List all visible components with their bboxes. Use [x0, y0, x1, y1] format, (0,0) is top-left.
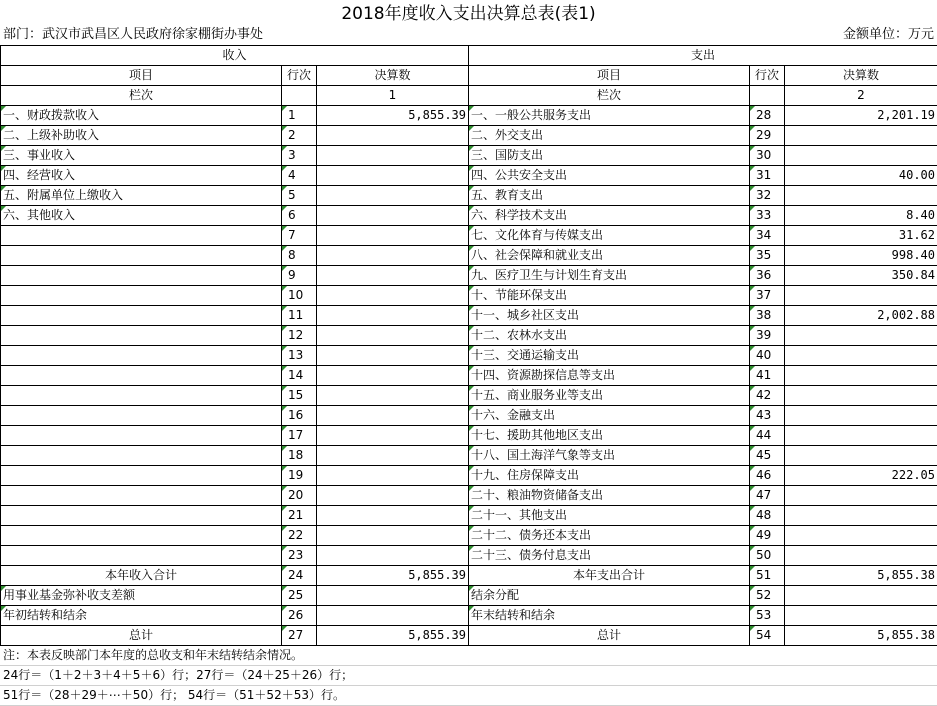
income-amount-cell: 5,855.39 — [317, 106, 469, 126]
expense-section-header: 支出 — [469, 46, 937, 66]
table-row — [1, 206, 937, 226]
expense-amount-cell — [785, 326, 937, 346]
income-amount-cell — [317, 166, 469, 186]
expense-line-no-cell: 38 — [750, 306, 785, 326]
income-line-no-header: 行次 — [282, 66, 317, 86]
total-row — [1, 566, 937, 586]
income-item-cell — [1, 326, 282, 346]
expense-amount-cell — [785, 446, 937, 466]
income-line-no-cell: 4 — [282, 166, 317, 186]
report-title: 2018年度收入支出决算总表(表1) — [0, 0, 937, 25]
expense-amount-cell: 222.05 — [785, 466, 937, 486]
income-amount-cell — [317, 246, 469, 266]
expense-amount-cell: 8.40 — [785, 206, 937, 226]
income-column-no-label: 栏次 — [1, 86, 282, 106]
table-row — [1, 226, 937, 246]
expense-item-cell: 十、节能环保支出 — [469, 286, 750, 306]
income-amount-cell — [317, 266, 469, 286]
expense-total-label: 结余分配 — [469, 586, 750, 606]
expense-line-no-cell: 34 — [750, 226, 785, 246]
expense-item-cell: 十三、交通运输支出 — [469, 346, 750, 366]
income-amount-cell — [317, 146, 469, 166]
expense-item-cell: 十八、国土海洋气象等支出 — [469, 446, 750, 466]
expense-line-no-cell: 33 — [750, 206, 785, 226]
income-line-no-cell: 3 — [282, 146, 317, 166]
income-item-cell — [1, 426, 282, 446]
income-column-no-blank — [282, 86, 317, 106]
expense-line-no-cell: 30 — [750, 146, 785, 166]
expense-line-no-cell: 31 — [750, 166, 785, 186]
note-line: 51行＝（28＋29＋⋯＋50）行； 54行＝（51＋52＋53）行。 — [0, 686, 937, 706]
expense-line-no-cell: 41 — [750, 366, 785, 386]
income-item-cell — [1, 546, 282, 566]
income-amount-cell — [317, 406, 469, 426]
expense-item-cell: 十四、资源勘探信息等支出 — [469, 366, 750, 386]
expense-item-cell: 二十一、其他支出 — [469, 506, 750, 526]
unit-label: 金额单位：万元 — [843, 25, 934, 45]
expense-total-label: 年末结转和结余 — [469, 606, 750, 626]
total-row — [1, 626, 937, 646]
expense-item-cell: 十二、农林水支出 — [469, 326, 750, 346]
budget-table — [0, 45, 937, 646]
income-total-line-no: 26 — [282, 606, 317, 626]
expense-line-no-cell: 50 — [750, 546, 785, 566]
column-header-row — [1, 66, 937, 86]
income-item-cell — [1, 486, 282, 506]
table-row — [1, 146, 937, 166]
expense-item-cell: 二十、粮油物资储备支出 — [469, 486, 750, 506]
expense-item-cell: 十六、金融支出 — [469, 406, 750, 426]
table-notes — [0, 645, 937, 706]
expense-line-no-cell: 35 — [750, 246, 785, 266]
expense-total-amount: 5,855.38 — [785, 566, 937, 586]
table-row — [1, 166, 937, 186]
income-line-no-cell: 21 — [282, 506, 317, 526]
income-item-cell — [1, 386, 282, 406]
table-row — [1, 266, 937, 286]
income-line-no-cell: 2 — [282, 126, 317, 146]
table-row — [1, 546, 937, 566]
expense-total-label: 本年支出合计 — [469, 566, 750, 586]
income-line-no-cell: 13 — [282, 346, 317, 366]
income-line-no-cell: 22 — [282, 526, 317, 546]
income-line-no-cell: 9 — [282, 266, 317, 286]
income-amount-cell — [317, 446, 469, 466]
expense-total-label: 总计 — [469, 626, 750, 646]
expense-amount-cell — [785, 346, 937, 366]
expense-line-no-cell: 29 — [750, 126, 785, 146]
expense-amount-cell — [785, 486, 937, 506]
expense-line-no-cell: 40 — [750, 346, 785, 366]
income-amount-cell — [317, 486, 469, 506]
income-line-no-cell: 15 — [282, 386, 317, 406]
expense-amount-cell — [785, 366, 937, 386]
expense-amount-cell — [785, 186, 937, 206]
column-number-row — [1, 86, 937, 106]
expense-item-cell: 二十二、债务还本支出 — [469, 526, 750, 546]
note-line: 24行＝（1＋2＋3＋4＋5＋6）行；27行＝（24＋25＋26）行； — [0, 666, 937, 686]
income-line-no-cell: 10 — [282, 286, 317, 306]
expense-line-no-cell: 42 — [750, 386, 785, 406]
table-row — [1, 106, 937, 126]
expense-column-no-value: 2 — [785, 86, 937, 106]
expense-line-no-cell: 28 — [750, 106, 785, 126]
expense-total-amount — [785, 586, 937, 606]
table-row — [1, 186, 937, 206]
expense-amount-cell: 31.62 — [785, 226, 937, 246]
table-row — [1, 526, 937, 546]
expense-column-no-blank — [750, 86, 785, 106]
expense-amount-cell — [785, 426, 937, 446]
income-line-no-cell: 14 — [282, 366, 317, 386]
expense-column-no-label: 栏次 — [469, 86, 750, 106]
expense-line-no-header: 行次 — [750, 66, 785, 86]
income-amount-cell — [317, 186, 469, 206]
income-item-cell — [1, 306, 282, 326]
income-total-label: 年初结转和结余 — [1, 606, 282, 626]
income-amount-cell — [317, 286, 469, 306]
income-item-cell: 二、上级补助收入 — [1, 126, 282, 146]
income-line-no-cell: 8 — [282, 246, 317, 266]
income-amount-cell — [317, 226, 469, 246]
income-item-cell: 六、其他收入 — [1, 206, 282, 226]
income-line-no-cell: 18 — [282, 446, 317, 466]
expense-amount-cell — [785, 546, 937, 566]
income-total-label: 用事业基金弥补收支差额 — [1, 586, 282, 606]
income-amount-header: 决算数 — [317, 66, 469, 86]
expense-line-no-cell: 49 — [750, 526, 785, 546]
expense-item-cell: 三、国防支出 — [469, 146, 750, 166]
table-row — [1, 306, 937, 326]
expense-total-amount: 5,855.38 — [785, 626, 937, 646]
income-total-amount: 5,855.39 — [317, 626, 469, 646]
income-item-cell — [1, 506, 282, 526]
income-line-no-cell: 6 — [282, 206, 317, 226]
income-amount-cell — [317, 326, 469, 346]
income-item-cell — [1, 226, 282, 246]
expense-item-cell: 九、医疗卫生与计划生育支出 — [469, 266, 750, 286]
expense-amount-cell: 350.84 — [785, 266, 937, 286]
table-row — [1, 366, 937, 386]
income-line-no-cell: 17 — [282, 426, 317, 446]
income-amount-cell — [317, 506, 469, 526]
income-total-label: 本年收入合计 — [1, 566, 282, 586]
expense-item-cell: 六、科学技术支出 — [469, 206, 750, 226]
income-item-cell: 五、附属单位上缴收入 — [1, 186, 282, 206]
table-row — [1, 386, 937, 406]
table-row — [1, 486, 937, 506]
expense-item-cell: 七、文化体育与传媒支出 — [469, 226, 750, 246]
income-amount-cell — [317, 546, 469, 566]
expense-line-no-cell: 32 — [750, 186, 785, 206]
expense-item-header: 项目 — [469, 66, 750, 86]
income-amount-cell — [317, 206, 469, 226]
expense-item-cell: 五、教育支出 — [469, 186, 750, 206]
income-line-no-cell: 1 — [282, 106, 317, 126]
income-amount-cell — [317, 426, 469, 446]
expense-total-line-no: 52 — [750, 586, 785, 606]
income-amount-cell — [317, 126, 469, 146]
income-item-cell: 三、事业收入 — [1, 146, 282, 166]
expense-total-line-no: 51 — [750, 566, 785, 586]
expense-line-no-cell: 37 — [750, 286, 785, 306]
expense-line-no-cell: 45 — [750, 446, 785, 466]
income-line-no-cell: 20 — [282, 486, 317, 506]
expense-total-line-no: 53 — [750, 606, 785, 626]
income-total-line-no: 25 — [282, 586, 317, 606]
table-body — [1, 46, 937, 646]
expense-total-line-no: 54 — [750, 626, 785, 646]
expense-amount-cell: 2,201.19 — [785, 106, 937, 126]
income-item-cell — [1, 246, 282, 266]
income-column-no-value: 1 — [317, 86, 469, 106]
table-row — [1, 426, 937, 446]
expense-amount-cell — [785, 526, 937, 546]
income-item-cell — [1, 286, 282, 306]
expense-line-no-cell: 36 — [750, 266, 785, 286]
expense-item-cell: 二十三、债务付息支出 — [469, 546, 750, 566]
expense-item-cell: 十一、城乡社区支出 — [469, 306, 750, 326]
expense-line-no-cell: 44 — [750, 426, 785, 446]
expense-line-no-cell: 39 — [750, 326, 785, 346]
income-total-amount — [317, 606, 469, 626]
income-line-no-cell: 23 — [282, 546, 317, 566]
expense-amount-cell — [785, 146, 937, 166]
income-amount-cell — [317, 526, 469, 546]
expense-amount-cell — [785, 406, 937, 426]
expense-amount-cell: 40.00 — [785, 166, 937, 186]
expense-amount-cell — [785, 286, 937, 306]
income-total-line-no: 24 — [282, 566, 317, 586]
section-header-row — [1, 46, 937, 66]
income-amount-cell — [317, 466, 469, 486]
income-item-cell — [1, 366, 282, 386]
expense-amount-cell: 998.40 — [785, 246, 937, 266]
table-row — [1, 506, 937, 526]
expense-item-cell: 十七、援助其他地区支出 — [469, 426, 750, 446]
table-row — [1, 406, 937, 426]
income-line-no-cell: 12 — [282, 326, 317, 346]
income-item-cell: 四、经营收入 — [1, 166, 282, 186]
income-item-cell — [1, 406, 282, 426]
income-total-line-no: 27 — [282, 626, 317, 646]
expense-item-cell: 二、外交支出 — [469, 126, 750, 146]
expense-amount-header: 决算数 — [785, 66, 937, 86]
income-total-amount — [317, 586, 469, 606]
table-row — [1, 126, 937, 146]
expense-amount-cell — [785, 386, 937, 406]
income-item-cell — [1, 446, 282, 466]
income-item-cell — [1, 466, 282, 486]
income-section-header: 收入 — [1, 46, 469, 66]
income-amount-cell — [317, 386, 469, 406]
expense-line-no-cell: 43 — [750, 406, 785, 426]
expense-total-amount — [785, 606, 937, 626]
income-amount-cell — [317, 346, 469, 366]
total-row — [1, 586, 937, 606]
expense-line-no-cell: 47 — [750, 486, 785, 506]
income-total-amount: 5,855.39 — [317, 566, 469, 586]
income-item-header: 项目 — [1, 66, 282, 86]
expense-item-cell: 十九、住房保障支出 — [469, 466, 750, 486]
income-item-cell: 一、财政拨款收入 — [1, 106, 282, 126]
table-row — [1, 246, 937, 266]
income-item-cell — [1, 346, 282, 366]
table-row — [1, 326, 937, 346]
expense-item-cell: 八、社会保障和就业支出 — [469, 246, 750, 266]
note-line: 注：本表反映部门本年度的总收支和年末结转结余情况。 — [0, 645, 937, 666]
expense-amount-cell — [785, 126, 937, 146]
income-item-cell — [1, 526, 282, 546]
income-total-label: 总计 — [1, 626, 282, 646]
table-row — [1, 446, 937, 466]
income-line-no-cell: 16 — [282, 406, 317, 426]
department-label: 部门：武汉市武昌区人民政府徐家棚街办事处 — [3, 25, 263, 45]
expense-item-cell: 十五、商业服务业等支出 — [469, 386, 750, 406]
income-line-no-cell: 5 — [282, 186, 317, 206]
expense-amount-cell — [785, 506, 937, 526]
income-line-no-cell: 7 — [282, 226, 317, 246]
expense-item-cell: 四、公共安全支出 — [469, 166, 750, 186]
table-row — [1, 466, 937, 486]
expense-item-cell: 一、一般公共服务支出 — [469, 106, 750, 126]
table-row — [1, 286, 937, 306]
expense-amount-cell: 2,002.88 — [785, 306, 937, 326]
income-amount-cell — [317, 306, 469, 326]
income-line-no-cell: 11 — [282, 306, 317, 326]
income-item-cell — [1, 266, 282, 286]
total-row — [1, 606, 937, 626]
table-row — [1, 346, 937, 366]
expense-line-no-cell: 48 — [750, 506, 785, 526]
expense-line-no-cell: 46 — [750, 466, 785, 486]
income-line-no-cell: 19 — [282, 466, 317, 486]
income-amount-cell — [317, 366, 469, 386]
